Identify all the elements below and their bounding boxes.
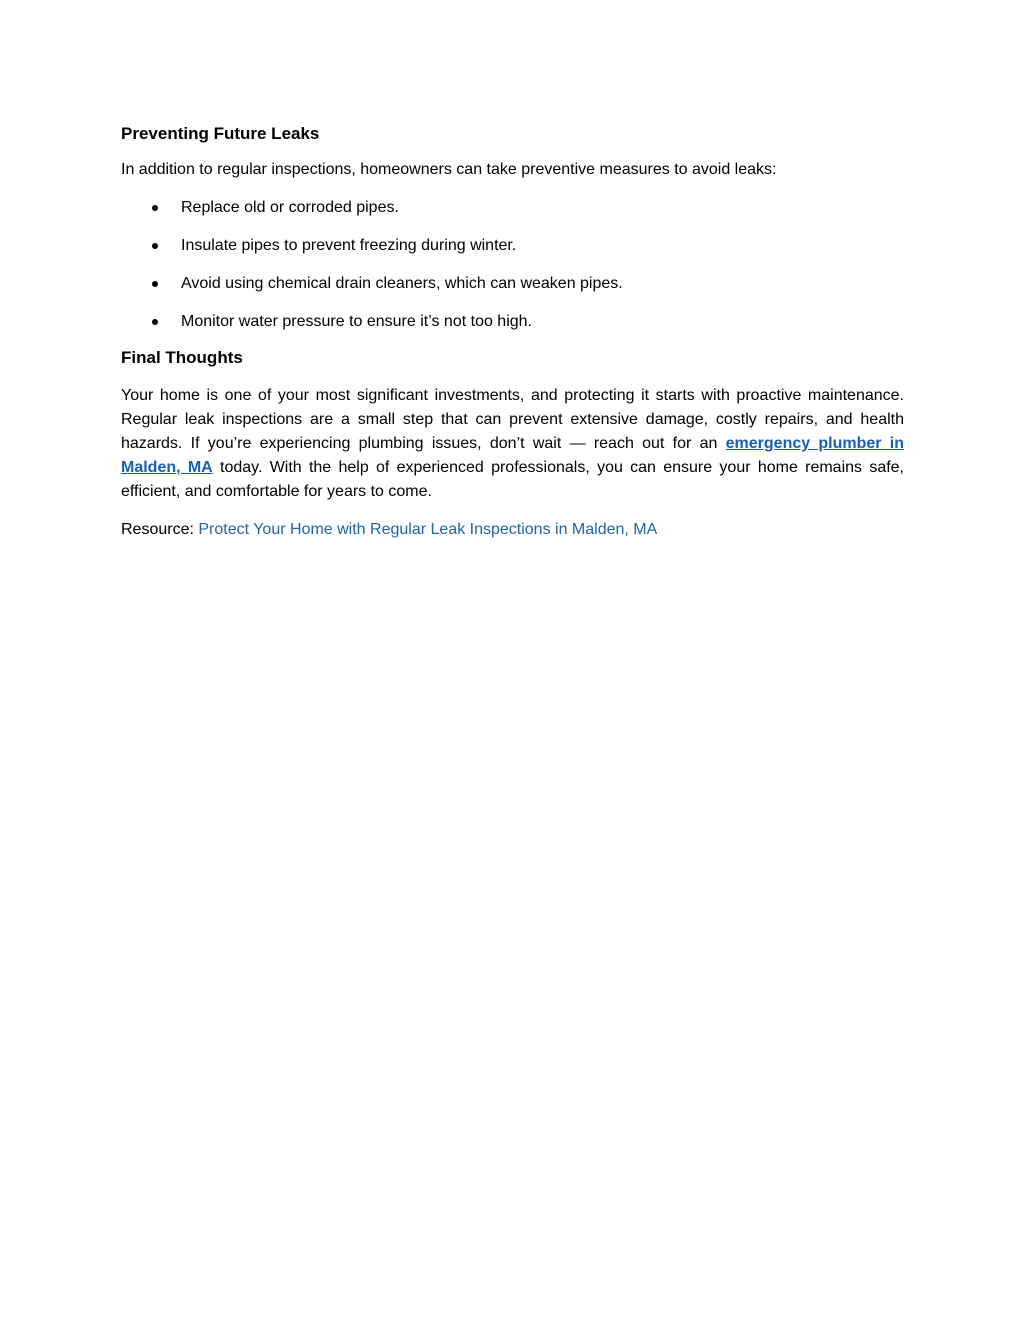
list-item-text: Avoid using chemical drain cleaners, which can weaken pipes. xyxy=(181,275,623,292)
paragraph-text-before-link: Your home is one of your most significant investments, and protecting it starts with proactive maintenance. Regular leak inspections are a small step that can prevent extensive damage, costly repairs, and health hazards. If you’re experiencing plumbing issues, don’t wait — reach out for an xyxy=(121,387,904,452)
list-item xyxy=(121,234,904,258)
document-page xyxy=(121,118,904,542)
bullet-list xyxy=(121,196,904,334)
final-thoughts-paragraph xyxy=(121,384,904,504)
bullet-icon xyxy=(152,281,158,287)
list-item-text: Monitor water pressure to ensure it’s not too high. xyxy=(181,313,532,330)
bullet-icon xyxy=(152,205,158,211)
resource-line xyxy=(121,518,904,542)
bullet-icon xyxy=(152,319,158,325)
list-item xyxy=(121,196,904,220)
bullet-icon xyxy=(152,243,158,249)
resource-label: Resource: xyxy=(121,521,199,538)
list-item-text: Replace old or corroded pipes. xyxy=(181,199,399,216)
list-item xyxy=(121,272,904,296)
emergency-plumber-link[interactable]: emergency plumber in Malden, MA xyxy=(121,435,905,476)
section-heading-preventing-leaks: Preventing Future Leaks xyxy=(121,124,320,143)
list-item-text: Insulate pipes to prevent freezing during winter. xyxy=(181,237,517,254)
list-item xyxy=(121,310,904,334)
resource-link[interactable]: Protect Your Home with Regular Leak Inspections in Malden, MA xyxy=(198,521,658,538)
section-heading-final-thoughts: Final Thoughts xyxy=(121,348,243,367)
intro-paragraph: In addition to regular inspections, homeowners can take preventive measures to avoid leaks: xyxy=(121,161,777,178)
paragraph-text-after-link: today. With the help of experienced professionals, you can ensure your home remains safe, efficient, and comfortable for years to come. xyxy=(121,459,905,500)
